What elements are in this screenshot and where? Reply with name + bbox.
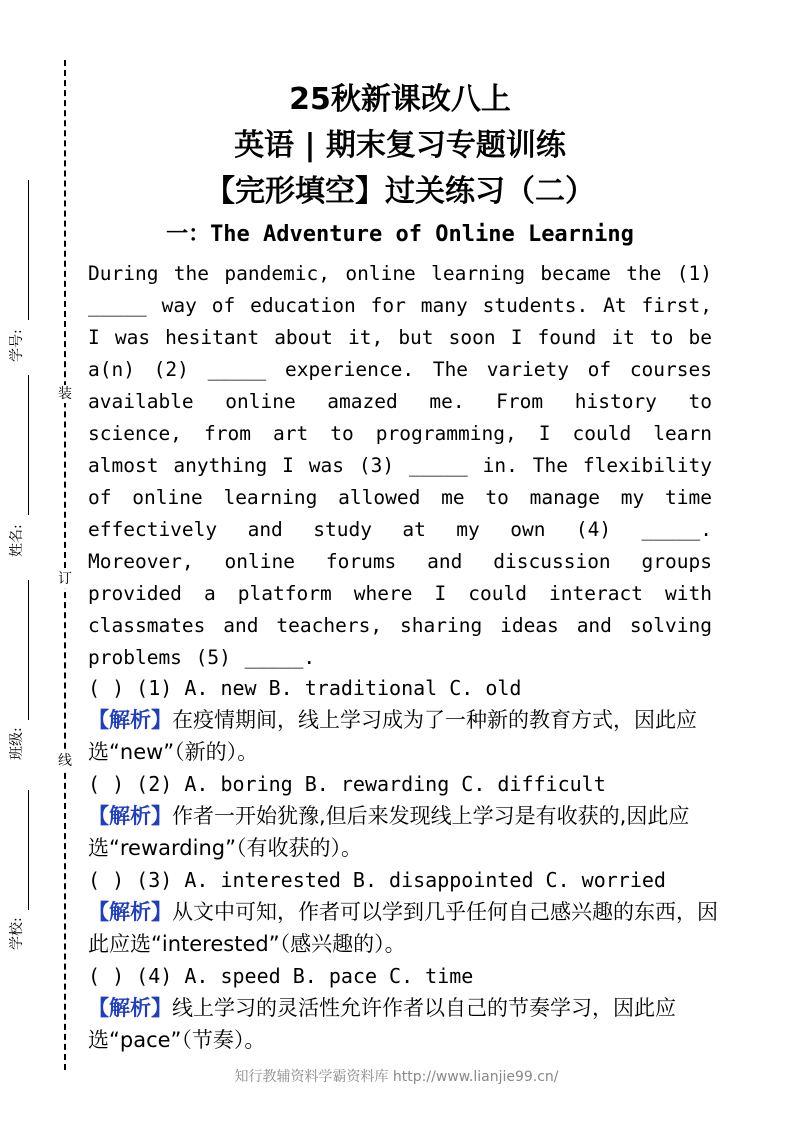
school-label: 学校: xyxy=(9,917,25,950)
question-2 xyxy=(88,768,718,864)
analysis-text: 线上学习的灵活性允许作者以自己的节奏学习，因此应选“pace”（节奏）。 xyxy=(88,996,676,1052)
passage-title: 一：The Adventure of Online Learning xyxy=(166,222,634,247)
question-stem: ( ) (3) A. interested B. disappointed C. worried xyxy=(88,868,666,892)
question-4 xyxy=(88,960,718,1056)
analysis-text: 从文中可知，作者可以学到几乎任何自己感兴趣的东西，因此应选“interested”（感兴趣的）。 xyxy=(88,900,718,956)
question-analysis xyxy=(88,800,718,864)
question-3 xyxy=(88,864,718,960)
title-line-3: 【完形填空】过关练习（二） xyxy=(205,174,595,209)
analysis-tag: 【解析】 xyxy=(88,996,172,1020)
student-id-label: 学号: xyxy=(9,329,25,362)
question-analysis xyxy=(88,704,718,768)
name-line xyxy=(28,375,29,515)
question-analysis xyxy=(88,992,718,1056)
analysis-tag: 【解析】 xyxy=(88,900,172,924)
analysis-text: 在疫情期间，线上学习成为了一种新的教育方式，因此应选“new”（新的）。 xyxy=(88,708,697,764)
name-label: 姓名: xyxy=(9,524,25,557)
class-line xyxy=(28,580,29,720)
binding-margin xyxy=(0,0,80,1122)
class-label: 班级: xyxy=(9,727,25,760)
passage-text: During the pandemic, online learning became the (1) _____ way of education for many students. At first, I was hesitant about it, but soon I found it to be a(n) (2) _____ experience. The variety of courses available online amazed me. From history to science, from art to programming, I could learn almost anything I was (3) _____ in. The flexibility of online learning allowed me to manage my time effectively and study at my own (4) _____. Moreover, online forums and discussion groups provided a platform where I could interact with classmates and teachers, sharing ideas and solving problems (5) _____. xyxy=(88,262,712,669)
question-stem: ( ) (2) A. boring B. rewarding C. difficult xyxy=(88,772,606,796)
title-line-1: 25秋新课改八上 xyxy=(289,82,511,117)
analysis-tag: 【解析】 xyxy=(88,708,172,732)
analysis-tag: 【解析】 xyxy=(88,804,172,828)
school-line xyxy=(28,790,29,910)
footer-watermark: 知行教辅资料学霸资料库 http://www.lianjie99.cn/ xyxy=(234,1069,559,1085)
binding-char-xian: 线 xyxy=(58,753,72,769)
question-stem: ( ) (1) A. new B. traditional C. old xyxy=(88,676,522,700)
question-analysis xyxy=(88,896,718,960)
binding-char-zhuang: 装 xyxy=(58,386,72,402)
title-line-2: 英语 | 期末复习专题训练 xyxy=(234,128,566,163)
binding-char-ding: 订 xyxy=(58,571,72,587)
binding-dotted-line xyxy=(64,60,66,1070)
analysis-text: 作者一开始犹豫,但后来发现线上学习是有收获的,因此应选“rewarding”（有收获的）。 xyxy=(88,804,690,860)
question-stem: ( ) (4) A. speed B. pace C. time xyxy=(88,964,474,988)
student-id-line xyxy=(28,180,29,320)
question-1 xyxy=(88,672,718,768)
